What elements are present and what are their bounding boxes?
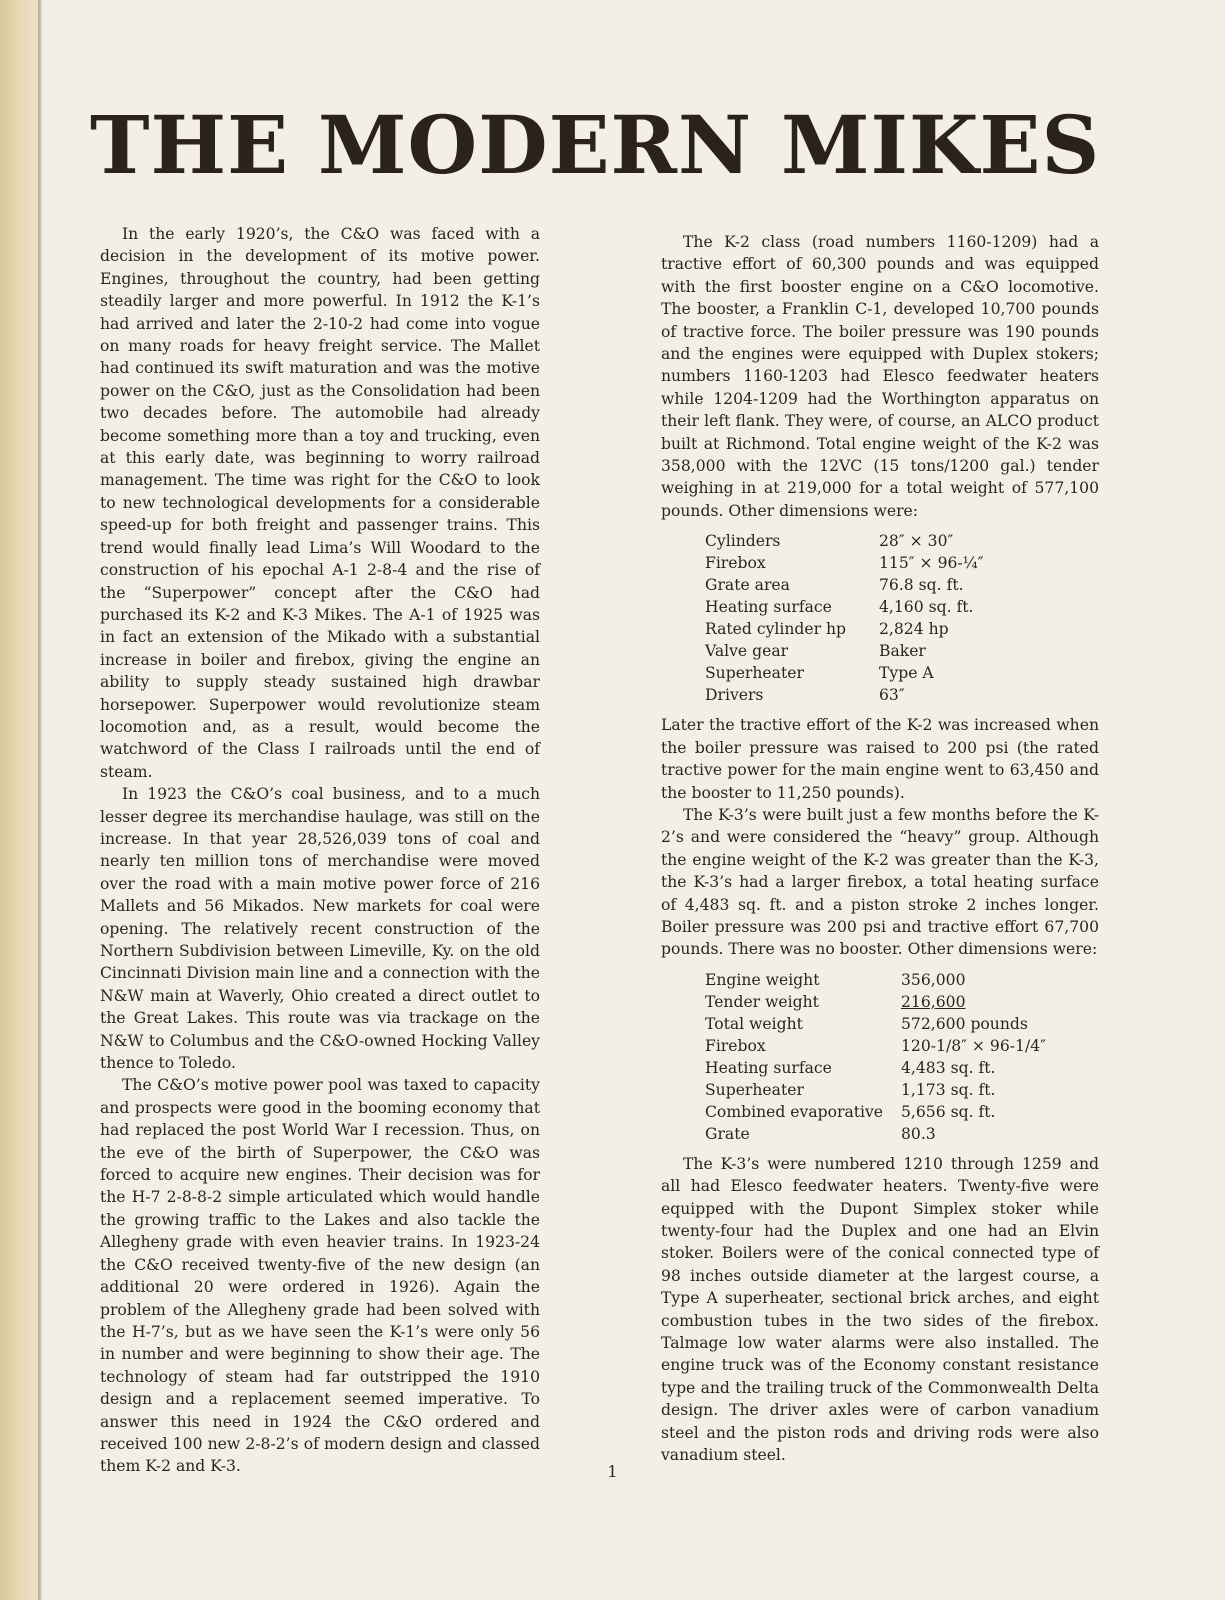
spec-row (705, 618, 984, 640)
spec-value: 2,824 hp (879, 620, 949, 639)
paragraph: The K-3’s were built just a few months before the K-2’s and were considered the “heavy” group. Although the engine weight of the K-2 was greater than the K-3, the K-3’s had a larger firebox, a total heating surface of 4,483 sq. ft. and a piston stroke 2 inches longer. Boiler pressure was 200 psi and tractive effort 67,700 pounds. There was no booster. Other dimensions were: (661, 805, 1099, 959)
spec-row (705, 1035, 1046, 1057)
spec-label: Superheater (705, 664, 804, 683)
spec-row (705, 596, 984, 618)
spec-label: Total weight (705, 1014, 803, 1033)
spec-row (705, 662, 984, 684)
spec-row (705, 640, 984, 662)
spec-row (705, 1013, 1046, 1035)
spec-label: Valve gear (705, 642, 789, 661)
spec-row (705, 574, 984, 596)
spec-label: Heating surface (705, 598, 832, 617)
paragraph: In 1923 the C&O’s coal business, and to a much lesser degree its merchandise haulage, was still on the increase. In that year 28,526,039 tons of coal and nearly ten million tons of merchandise were moved over the road with a main motive power force of 216 Mallets and 56 Mikados. New markets for coal were opening. The relatively recent construction of the Northern Subdivision between Limeville, Ky. on the old Cincinnati Division main line and a connection with the N&W main at Waverly, Ohio created a direct outlet to the Great Lakes. This route was via trackage on the N&W to Columbus and the C&O-owned Hocking Valley thence to Toledo. (100, 785, 540, 1073)
spec-value: 115″ × 96-¼″ (879, 554, 984, 573)
spec-row (705, 552, 984, 574)
right-column (661, 231, 1099, 1466)
paragraph: The K-3’s were numbered 1210 through 1259 and all had Elesco feedwater heaters. Twenty-five were equipped with the Dupont Simplex stoker while twenty-four had the Duplex and one had an Elvin stoker. Boilers were of the conical connected type of 98 inches outside diameter at the largest course, a Type A superheater, sectional brick arches, and eight combustion tubes in the two sides of the firebox. Talmage low water alarms were also installed. The engine truck was of the Economy constant resistance type and the trailing truck of the Commonwealth Delta design. The driver axles were of carbon vanadium steel and the piston rods and driving rods were also vanadium steel. (661, 1154, 1099, 1465)
spec-value: 76.8 sq. ft. (879, 576, 964, 595)
spec-label: Combined evaporative (705, 1102, 884, 1121)
binding-shadow (0, 0, 40, 1600)
spec-row (705, 1057, 1046, 1079)
spec-row (705, 684, 984, 706)
spec-value: 80.3 (901, 1124, 936, 1143)
spec-label: Cylinders (705, 532, 781, 551)
spec-value: Baker (879, 642, 926, 661)
spec-label: Drivers (705, 686, 764, 705)
spec-label: Firebox (705, 1036, 766, 1055)
spec-value: 63″ (879, 686, 905, 705)
spec-value: 356,000 (901, 970, 966, 989)
spec-value: Type A (879, 664, 934, 683)
left-column (100, 223, 540, 1478)
spec-row (705, 1101, 1046, 1123)
k3-spec-table (705, 969, 1046, 1145)
spec-value: 5,656 sq. ft. (901, 1102, 996, 1121)
page-number: 1 (607, 1462, 618, 1481)
spec-label: Superheater (705, 1080, 804, 1099)
spec-value: 28″ × 30″ (879, 532, 954, 551)
spec-value: 4,483 sq. ft. (901, 1058, 996, 1077)
spec-value: 216,600 (901, 992, 966, 1011)
spec-value: 1,173 sq. ft. (901, 1080, 996, 1099)
spec-value: 572,600 pounds (901, 1014, 1028, 1033)
paragraph: Later the tractive effort of the K-2 was increased when the boiler pressure was raised to 200 psi (the rated tractive power for the main engine went to 63,450 and the booster to 11,250 pounds). (661, 716, 1099, 802)
spec-label: Grate area (705, 576, 790, 595)
page-title: THE MODERN MIKES (90, 98, 1101, 192)
spec-label: Firebox (705, 554, 766, 573)
paragraph: The C&O’s motive power pool was taxed to capacity and prospects were good in the booming economy that had replaced the post World War I recession. Thus, on the eve of the birth of Superpower, the C&O was forced to acquire new engines. Their decision was for the H-7 2-8-8-2 simple articulated which would handle the growing traffic to the Lakes and also tackle the Allegheny grade with even heavier trains. In 1923-24 the C&O received twenty-five of the new design (an additional 20 were ordered in 1926). Again the problem of the Allegheny grade had been solved with the H-7’s, but as we have seen the K-1’s were only 56 in number and were beginning to show their age. The technology of steam had far outstripped the 1910 design and a replacement seemed imperative. To answer this need in 1924 the C&O ordered and received 100 new 2-8-2’s of modern design and classed them K-2 and K-3. (100, 1076, 540, 1476)
spec-label: Grate (705, 1124, 750, 1143)
spec-row (705, 530, 984, 552)
spec-row (705, 991, 1046, 1013)
paragraph: The K-2 class (road numbers 1160-1209) had a tractive effort of 60,300 pounds and was equipped with the first booster engine on a C&O locomotive. The booster, a Franklin C-1, developed 10,700 pounds of tractive force. The boiler pressure was 190 pounds and the engines were equipped with Duplex stokers; numbers 1160-1203 had Elesco feedwater heaters while 1204-1209 had the Worthington apparatus on their left flank. They were, of course, an ALCO product built at Richmond. Total engine weight of the K-2 was 358,000 with the 12VC (15 tons/1200 gal.) tender weighing in at 219,000 for a total weight of 577,100 pounds. Other dimensions were: (661, 233, 1099, 520)
spec-row (705, 1123, 1046, 1145)
spec-value: 4,160 sq. ft. (879, 598, 974, 617)
paragraph: In the early 1920’s, the C&O was faced with a decision in the development of its motive power. Engines, throughout the country, had been getting steadily larger and more powerful. In 1912 the K-1’s had arrived and later the 2-10-2 had come into vogue on many roads for heavy freight service. The Mallet had continued its swift maturation and was the motive power on the C&O, just as the Consolidation had been two decades before. The automobile had already become something more than a toy and trucking, even at this early date, was beginning to worry railroad management. The time was right for the C&O to look to new technological developments for a considerable speed-up for both freight and passenger trains. This trend would finally lead Lima’s Will Woodard to the construction of his epochal A-1 2-8-4 and the rise of the “Superpower” concept after the C&O had purchased its K-2 and K-3 Mikes. The A-1 of 1925 was in fact an extension of the Mikado with a substantial increase in boiler and firebox, giving the engine an ability to supply steady sustained high drawbar horsepower. Superpower would revolutionize steam locomotion and, as a result, would become the watchword of the Class I railroads until the end of steam. (100, 225, 540, 781)
spec-label: Heating surface (705, 1058, 832, 1077)
spec-label: Engine weight (705, 970, 820, 989)
spec-row (705, 969, 1046, 991)
spec-label: Rated cylinder hp (705, 620, 847, 639)
spec-label: Tender weight (705, 992, 819, 1011)
k2-spec-table (705, 530, 984, 706)
spec-row (705, 1079, 1046, 1101)
spec-value: 120-1/8″ × 96-1/4″ (901, 1036, 1046, 1055)
